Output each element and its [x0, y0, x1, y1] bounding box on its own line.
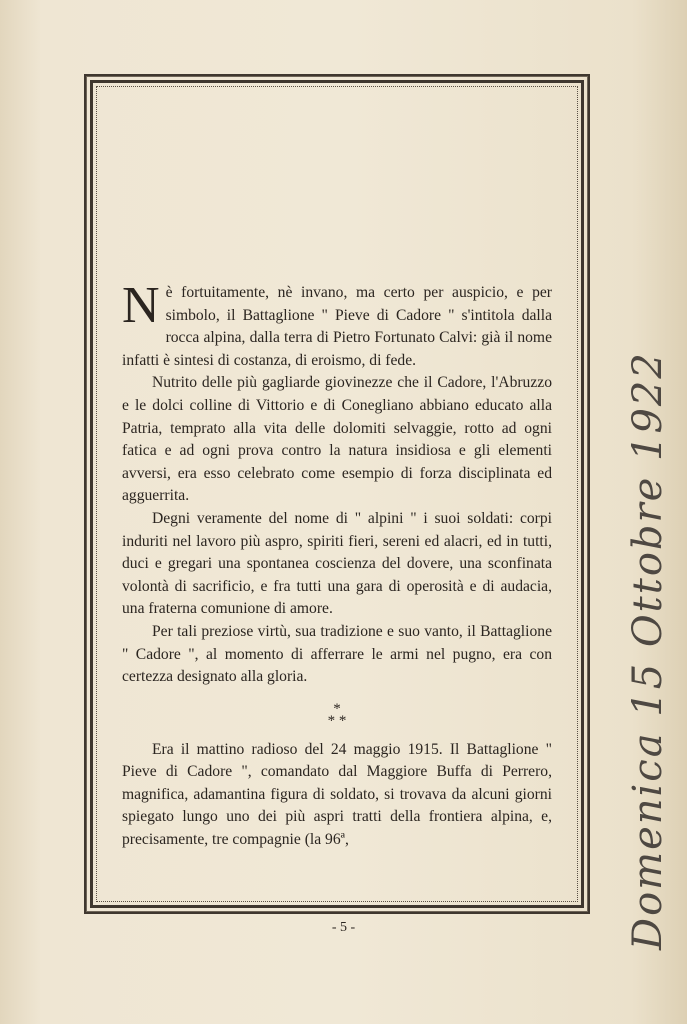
- paragraph-5: Era il mattino radioso del 24 maggio 1915. Il Battaglione " Pieve di Cadore ", comandato dal Maggiore Buffa di Perrero, magnifica, adamantina figura di soldato, si trovava da alcuni giorni spiegato lungo uno dei più aspri tratti della frontiera alpina, e, precisamente, tre compagnie (la 96ª,: [122, 740, 552, 849]
- drop-cap: N: [122, 277, 160, 334]
- paragraph-3: Degni veramente del nome di " alpini " i suoi soldati: corpi induriti nel lavoro più aspro, spiriti fieri, sereni ed alacri, ed in tutti, duci e gregari una spontanea coscienza del dovere, una sconfinata volontà di sacrificio, e fra tutti una gara di operosità e di audacia, una fraterna comunione di amore.: [122, 509, 552, 618]
- paragraph-2: Nutrito delle più gagliarde giovinezze che il Cadore, l'Abruzzo e le dolci colline di Vittorio e di Conegliano abbiano educato alla Patria, temprato alla vita delle dolomiti selvaggie, rotto ad ogni fatica e ad ogni prova contro la natura insidiosa e gli elementi avversi, era esso celebrato come esempio di forza disciplinata ed agguerrita.: [122, 374, 552, 505]
- body-text: [122, 277, 552, 852]
- paragraph-1: Nè fortuitamente, nè invano, ma certo per auspicio, e per simbolo, il Battaglione " Pieve di Cadore " s'intitola dalla rocca alpina, dalla terra di Pietro Fortunato Calvi: già il nome infatti è sintesi di costanza, di eroismo, di fede.: [122, 277, 552, 369]
- handwritten-note: Domenica 15 Ottobre 1922: [625, 351, 671, 950]
- paragraph-4: Per tali preziose virtù, sua tradizione e suo vanto, il Battaglione " Cadore ", al momento di afferrare le armi nel pugno, era con certezza designato alla gloria.: [122, 622, 552, 686]
- page-number: - 5 -: [331, 920, 356, 935]
- section-separator: * * *: [327, 700, 347, 729]
